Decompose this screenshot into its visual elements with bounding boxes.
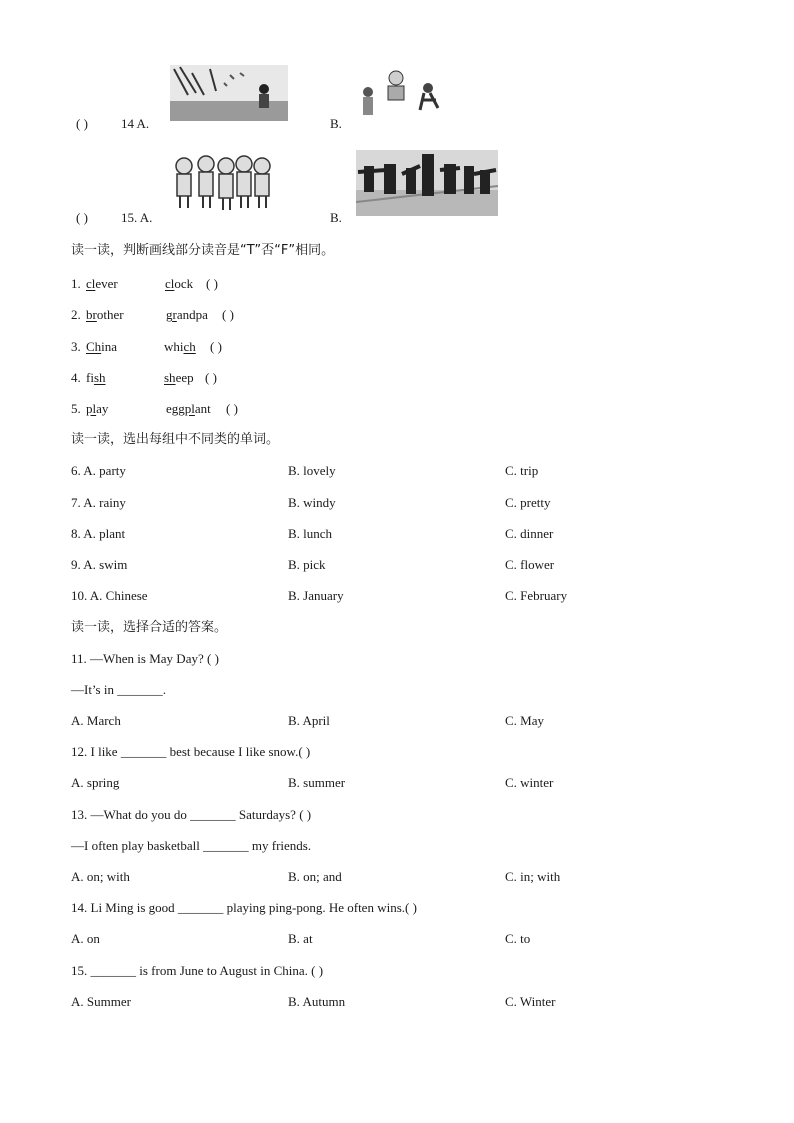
s1-item-num: 3.: [71, 339, 81, 354]
s1-item-num: 2.: [71, 307, 81, 322]
s1-item-word2: grandpa: [166, 307, 208, 322]
s1-item-word1: clever: [86, 276, 118, 291]
s2-option-c[interactable]: C. February: [505, 588, 568, 603]
pq15-label: 15. A.: [121, 210, 153, 225]
s1-item-word1: brother: [86, 307, 124, 322]
s1-answer-paren[interactable]: ( ): [210, 339, 222, 354]
q11-option-c[interactable]: C. May: [505, 713, 544, 728]
s2-option-b[interactable]: B. lovely: [288, 463, 336, 478]
s1-item-num: 1.: [71, 276, 81, 291]
s1-item-word2: sheep: [164, 370, 194, 385]
q12-option-c[interactable]: C. winter: [505, 775, 554, 790]
q13-option-b[interactable]: B. on; and: [288, 869, 342, 884]
q13-question: 13. —What do you do _______ Saturdays? ( ): [71, 807, 312, 822]
s1-item-word1: China: [86, 339, 118, 354]
q12-option-a[interactable]: A. spring: [71, 775, 120, 790]
s2-option-b[interactable]: B. pick: [288, 557, 326, 572]
q15-option-c[interactable]: C. Winter: [505, 994, 556, 1009]
pq15-picture-b: [356, 150, 498, 216]
s2-option-b[interactable]: B. windy: [288, 495, 336, 510]
q14-option-b[interactable]: B. at: [288, 931, 313, 946]
q14-option-a[interactable]: A. on: [71, 931, 100, 946]
q11-option-a[interactable]: A. March: [71, 713, 121, 728]
section3-title: 读一读，选择合适的答案。: [71, 620, 228, 635]
q13-line2: —I often play basketball _______ my friends.: [71, 838, 312, 853]
pq14-picture-a: [170, 65, 288, 121]
q11-option-b[interactable]: B. April: [288, 713, 330, 728]
pq15-answer-paren[interactable]: ( ): [76, 210, 88, 225]
s2-option-c[interactable]: C. flower: [505, 557, 555, 572]
s2-option-a[interactable]: 10. A. Chinese: [71, 588, 148, 603]
q13-option-a[interactable]: A. on; with: [71, 869, 130, 884]
s1-item-word2: eggplant: [166, 401, 211, 416]
s1-item-word2: which: [164, 339, 196, 354]
s2-option-c[interactable]: C. trip: [505, 463, 539, 478]
section2-title: 读一读，选出每组中不同类的单词。: [71, 432, 280, 447]
q15-option-a[interactable]: A. Summer: [71, 994, 131, 1009]
s1-answer-paren[interactable]: ( ): [205, 370, 217, 385]
q13-option-c[interactable]: C. in; with: [505, 869, 561, 884]
pq15-b-label: B.: [330, 210, 342, 225]
q15-option-b[interactable]: B. Autumn: [288, 994, 346, 1009]
s2-option-a[interactable]: 7. A. rainy: [71, 495, 126, 510]
s2-option-a[interactable]: 9. A. swim: [71, 557, 128, 572]
q11-line2: —It’s in _______.: [71, 682, 166, 697]
s2-option-a[interactable]: 6. A. party: [71, 463, 126, 478]
s1-item-num: 4.: [71, 370, 81, 385]
s2-option-c[interactable]: C. dinner: [505, 526, 554, 541]
section1-title: 读一读，判断画线部分读音是“T”否“F”相同。: [71, 243, 335, 258]
s1-item-word2: clock: [165, 276, 194, 291]
s1-item-num: 5.: [71, 401, 81, 416]
pq14-b-label: B.: [330, 116, 342, 131]
q12-option-b[interactable]: B. summer: [288, 775, 346, 790]
pq14-picture-b: [358, 70, 450, 126]
q15-question: 15. _______ is from June to August in China. ( ): [71, 963, 324, 978]
s1-answer-paren[interactable]: ( ): [226, 401, 238, 416]
q14-option-c[interactable]: C. to: [505, 931, 531, 946]
q14-question: 14. Li Ming is good _______ playing ping-pong. He often wins.( ): [71, 900, 417, 915]
pq14-answer-paren[interactable]: ( ): [76, 116, 88, 131]
s2-option-c[interactable]: C. pretty: [505, 495, 551, 510]
s1-item-word1: fish: [86, 370, 106, 385]
s1-answer-paren[interactable]: ( ): [222, 307, 234, 322]
pq15-picture-a: [170, 154, 274, 214]
pq14-label: 14 A.: [121, 116, 150, 131]
q12-question: 12. I like _______ best because I like snow.( ): [71, 744, 311, 759]
q11-question: 11. —When is May Day? ( ): [71, 651, 219, 666]
s2-option-a[interactable]: 8. A. plant: [71, 526, 126, 541]
s1-answer-paren[interactable]: ( ): [206, 276, 218, 291]
s2-option-b[interactable]: B. lunch: [288, 526, 333, 541]
s1-item-word1: play: [86, 401, 109, 416]
s2-option-b[interactable]: B. January: [288, 588, 344, 603]
